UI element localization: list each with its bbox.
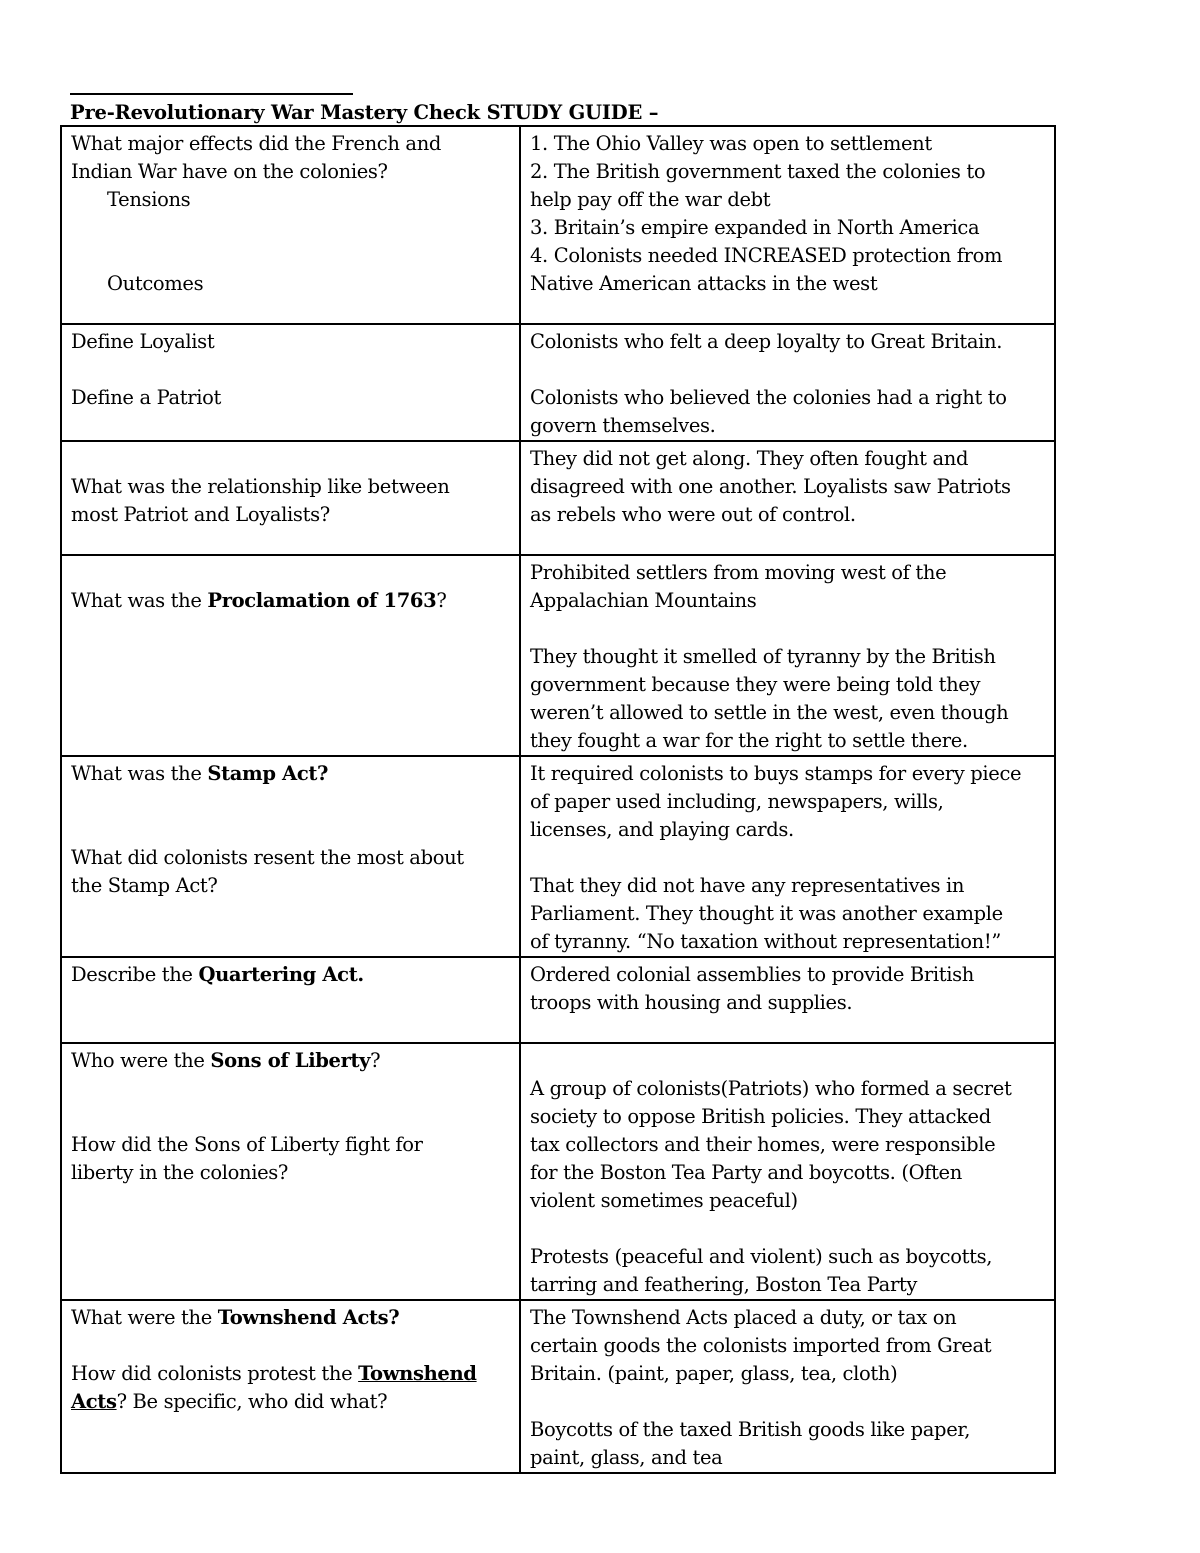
answer-text: tax collectors and their homes, were responsible (530, 1133, 996, 1156)
answer-cell (520, 1043, 1055, 1300)
question-text: the Stamp Act? (71, 874, 218, 897)
question-text: Acts? Be specific, who did what? (71, 1390, 388, 1413)
answer-text: They did not get along. They often fought and (530, 447, 969, 470)
answer-text: 4. Colonists needed INCREASED protection from (530, 244, 1003, 267)
question-cell (61, 1300, 520, 1473)
question-text: How did colonists protest the Townshend (71, 1362, 477, 1385)
question-cell (61, 756, 520, 957)
answer-text: Britain. (paint, paper, glass, tea, cloth) (530, 1362, 898, 1385)
question-text: What was the relationship like between (71, 475, 450, 498)
answer-text: of paper used including, newspapers, wills, (530, 790, 944, 813)
answer-text: weren’t allowed to settle in the west, even though (530, 701, 1009, 724)
answer-text: Protests (peaceful and violent) such as boycotts, (530, 1245, 993, 1268)
answer-text: A group of colonists(Patriots) who formed a secret (530, 1077, 1012, 1100)
answer-text: licenses, and playing cards. (530, 818, 794, 841)
question-text: How did the Sons of Liberty fight for (71, 1133, 423, 1156)
answer-text: violent sometimes peaceful) (530, 1189, 798, 1212)
answer-cell (520, 324, 1055, 441)
answer-text: as rebels who were out of control. (530, 503, 856, 526)
question-cell (61, 324, 520, 441)
question-cell (61, 126, 520, 324)
table-row (61, 555, 1055, 756)
study-guide-table (60, 125, 1056, 1474)
answer-cell (520, 555, 1055, 756)
question-subitem: Outcomes (107, 272, 204, 295)
table-row (61, 756, 1055, 957)
answer-text: disagreed with one another. Loyalists saw Patriots (530, 475, 1011, 498)
answer-text: troops with housing and supplies. (530, 991, 853, 1014)
table-row (61, 1300, 1055, 1473)
table-row (61, 957, 1055, 1043)
answer-text: 2. The British government taxed the colonies to (530, 160, 986, 183)
table-row (61, 1043, 1055, 1300)
question-text: liberty in the colonies? (71, 1161, 289, 1184)
question-text: Define a Patriot (71, 386, 221, 409)
answer-text: That they did not have any representatives in (530, 874, 965, 897)
answer-text: tarring and feathering, Boston Tea Party (530, 1273, 918, 1296)
answer-cell (520, 756, 1055, 957)
question-text: What did colonists resent the most about (71, 846, 464, 869)
question-text: Describe the Quartering Act. (71, 963, 364, 986)
question-cell (61, 957, 520, 1043)
question-cell (61, 555, 520, 756)
answer-text: they fought a war for the right to settle there. (530, 729, 968, 752)
question-text: What were the Townshend Acts? (71, 1306, 400, 1329)
answer-text: society to oppose British policies. They attacked (530, 1105, 991, 1128)
answer-text: Ordered colonial assemblies to provide British (530, 963, 974, 986)
answer-cell (520, 1300, 1055, 1473)
table-row (61, 126, 1055, 324)
question-text: Who were the Sons of Liberty? (71, 1049, 381, 1072)
answer-text: Boycotts of the taxed British goods like paper, (530, 1418, 971, 1441)
answer-text: The Townshend Acts placed a duty, or tax on (530, 1306, 957, 1329)
answer-cell (520, 957, 1055, 1043)
answer-text: 1. The Ohio Valley was open to settlement (530, 132, 932, 155)
question-text: Indian War have on the colonies? (71, 160, 388, 183)
answer-cell (520, 441, 1055, 555)
answer-text: help pay off the war debt (530, 188, 771, 211)
answer-text: paint, glass, and tea (530, 1446, 723, 1469)
answer-text: They thought it smelled of tyranny by the British (530, 645, 996, 668)
answer-text: certain goods the colonists imported from Great (530, 1334, 992, 1357)
page-title: Pre-Revolutionary War Mastery Check STUDY GUIDE – (70, 101, 659, 124)
answer-text: Colonists who believed the colonies had a right to (530, 386, 1007, 409)
question-subitem: Tensions (107, 188, 191, 211)
question-text: What was the Proclamation of 1763? (71, 589, 447, 612)
answer-text: Prohibited settlers from moving west of the (530, 561, 947, 584)
table-row (61, 441, 1055, 555)
answer-text: govern themselves. (530, 414, 716, 437)
question-cell (61, 441, 520, 555)
answer-text: 3. Britain’s empire expanded in North America (530, 216, 980, 239)
answer-text: of tyranny. “No taxation without representation!” (530, 930, 1001, 953)
question-text: most Patriot and Loyalists? (71, 503, 330, 526)
answer-text: It required colonists to buys stamps for every piece (530, 762, 1022, 785)
table-row (61, 324, 1055, 441)
answer-cell (520, 126, 1055, 324)
question-text: What major effects did the French and (71, 132, 442, 155)
question-cell (61, 1043, 520, 1300)
name-underline (70, 93, 353, 95)
answer-text: Native American attacks in the west (530, 272, 878, 295)
answer-text: Appalachian Mountains (530, 589, 757, 612)
answer-text: Colonists who felt a deep loyalty to Great Britain. (530, 330, 1003, 353)
question-text: Define Loyalist (71, 330, 215, 353)
answer-text: Parliament. They thought it was another example (530, 902, 1003, 925)
answer-text: for the Boston Tea Party and boycotts. (Often (530, 1161, 962, 1184)
question-text: What was the Stamp Act? (71, 762, 329, 785)
answer-text: government because they were being told they (530, 673, 981, 696)
